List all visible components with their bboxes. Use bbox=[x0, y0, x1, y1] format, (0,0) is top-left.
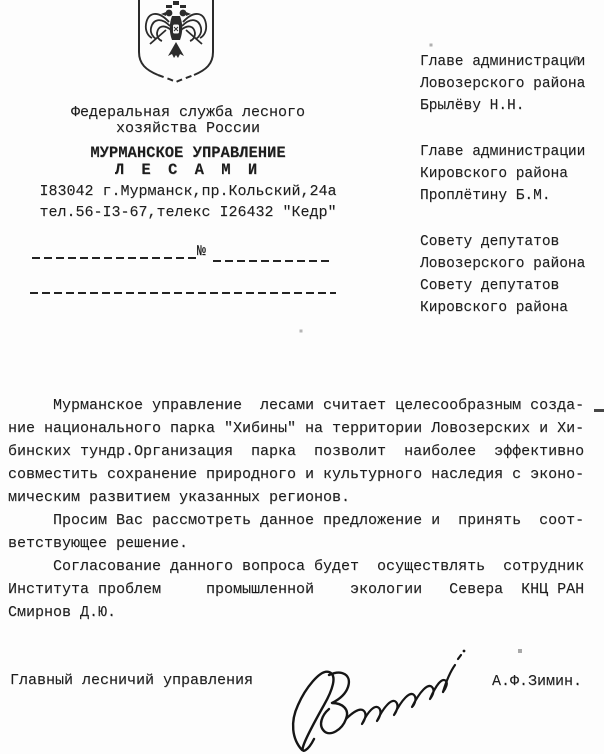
body-line: совместить сохранение природного и культурного наследия с эконо- bbox=[8, 466, 585, 483]
org-contacts: тел.56-I3-67,телекс I26432 "Кедр" bbox=[39, 203, 337, 221]
body-line: Смирнов Д.Ю. bbox=[8, 604, 117, 621]
scan-artifact-specks bbox=[0, 0, 2, 2]
letterhead-line: хозяйства России bbox=[115, 120, 261, 137]
body-line: бинских тундр.Организация парка позволит наиболее эффективно bbox=[8, 443, 585, 460]
recipient-line: Брылёву Н.Н. bbox=[420, 98, 525, 114]
org-name: МУРМАНСКОЕ УПРАВЛЕНИЕ bbox=[90, 144, 286, 162]
letter-body bbox=[8, 394, 600, 624]
body-line: Согласование данного вопроса будет осуществлять сотрудник bbox=[8, 558, 585, 575]
date-blank-line bbox=[32, 257, 196, 259]
recipient-line: Кировского района bbox=[420, 300, 568, 316]
body-line: Мурманское управление лесами считает целесообразным созда- bbox=[8, 397, 585, 414]
recipient-line: Совету депутатов bbox=[420, 278, 560, 294]
recipient-line: Совету депутатов bbox=[420, 234, 560, 250]
scan-artifact-tick bbox=[594, 409, 604, 412]
recipient-line: Ловозерского района bbox=[420, 256, 586, 272]
signer-name: А.Ф.Зимин. bbox=[492, 673, 583, 690]
org-name: Л Е С А М И bbox=[114, 161, 262, 179]
recipient-line: Главе администрации bbox=[420, 54, 586, 70]
org-address: I83042 г.Мурманск,пр.Кольский,24а bbox=[39, 183, 337, 200]
recipients-block bbox=[420, 51, 600, 343]
signer-position: Главный лесничий управления bbox=[10, 672, 254, 689]
body-line: Просим Вас рассмотреть данное предложение и принять соот- bbox=[8, 512, 585, 529]
number-blank-line bbox=[213, 260, 333, 262]
body-line: ние национального парка "Хибины" на территории Ловозерских и Хи- bbox=[8, 420, 585, 437]
number-sign: № bbox=[197, 243, 207, 260]
reference-blank-line bbox=[30, 292, 336, 294]
double-headed-eagle-shield-icon bbox=[136, 0, 216, 84]
letterhead bbox=[30, 105, 346, 220]
letterhead-line: Федеральная служба лесного bbox=[70, 104, 306, 121]
body-line: Института проблем промышленной экологии Севера КНЦ РАН bbox=[8, 581, 585, 598]
recipient-line: Главе администрации bbox=[420, 144, 586, 160]
recipient-group bbox=[420, 231, 600, 319]
recipient-line: Кировского района bbox=[420, 166, 568, 182]
recipient-group bbox=[420, 141, 600, 207]
recipient-line: Проплётину Б.М. bbox=[420, 188, 551, 204]
coat-of-arms-emblem bbox=[136, 0, 216, 84]
body-line: мическим развитием указанных регионов. bbox=[8, 489, 351, 506]
body-line: ветствующее решение. bbox=[8, 535, 189, 552]
recipient-group bbox=[420, 51, 600, 117]
recipient-line: Ловозерского района bbox=[420, 76, 586, 92]
handwritten-signature bbox=[272, 627, 472, 754]
